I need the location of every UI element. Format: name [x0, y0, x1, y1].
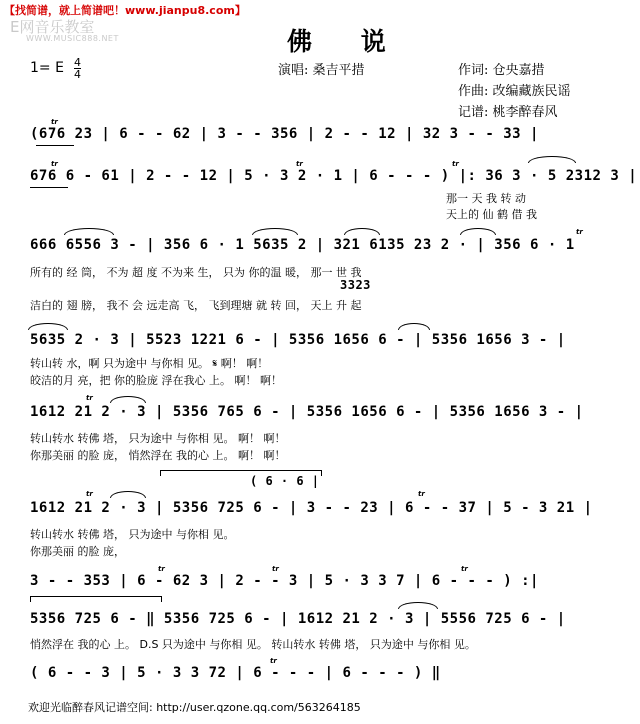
- time-signature-top: 4: [74, 56, 81, 69]
- notation-row: ( 6 - - 3 | 5 · 3 3 72 | 6 - - - | 6 - - - ) ‖: [30, 665, 441, 681]
- slur: [252, 228, 298, 235]
- trill-mark: tr: [272, 565, 279, 573]
- notation-row: 1612 21 2 · 3 | 5356 725 6 - | 3 - - 23 | 6 - - 37 | 5 - 3 21 |: [30, 500, 593, 516]
- key-signature: 1= E: [30, 60, 64, 76]
- beam: [30, 187, 68, 188]
- slur: [528, 156, 576, 163]
- footer-link[interactable]: 欢迎光临醉春风记谱空间: http://user.qzone.qq.com/563264185: [28, 701, 361, 714]
- lyric-line-verse-2: 你那美丽 的脸 庞， 悄然浮在 我的心 上。 啊！ 啊！: [30, 449, 286, 462]
- alternate-notes: 3323: [340, 278, 371, 292]
- trill-mark: tr: [86, 490, 93, 498]
- trill-mark: tr: [270, 657, 277, 665]
- slur: [110, 491, 146, 498]
- slur: [460, 228, 496, 235]
- volta-bracket: [30, 596, 162, 602]
- lyric-line-verse-2: 你那美丽 的脸 庞，: [30, 545, 125, 558]
- slur: [28, 323, 68, 330]
- singer-credit: 演唱: 桑吉平措: [278, 63, 365, 78]
- lyric-line-verse-1: 转山转 水，啊 只为途中 与你相 见。 𝄋 啊！ 啊！: [30, 357, 269, 370]
- trill-mark: tr: [452, 160, 459, 168]
- transcriber-credit: 记谱: 桃李醉春风: [458, 105, 558, 120]
- notation-row: 666 6556 3 - | 356 6 · 1 5635 2 | 321 6135 23 2 · | 356 6 · 1: [30, 237, 575, 253]
- lyric-line-verse-1: 所有的 经 筒， 不为 超 度 不为来 生， 只为 你的温 暖， 那一 世 我: [30, 266, 362, 279]
- lyric-line-verse-1: 悄然浮在 我的心 上。 D.S 只为途中 与你相 见。 转山转水 转佛 塔， 只为途中 与你相 见。: [30, 638, 476, 651]
- trill-mark: tr: [51, 118, 58, 126]
- trill-mark: tr: [158, 565, 165, 573]
- composer-credit: 作曲: 改编藏族民谣: [458, 84, 571, 99]
- slur: [398, 323, 430, 330]
- trill-mark: tr: [296, 160, 303, 168]
- intro-notes: ( 6 · 6 |: [250, 474, 320, 488]
- lyric-line-verse-2: 洁白的 翅 膀， 我不 会 远走高 飞， 飞到理塘 就 转 回， 天上 升 起: [30, 299, 362, 312]
- slur: [398, 602, 438, 609]
- slur: [64, 228, 114, 235]
- time-signature-bottom: 4: [74, 68, 81, 81]
- notation-row: 3 - - 353 | 6 - 62 3 | 2 - - 3 | 5 · 3 3 7 | 6 - - - ) :|: [30, 573, 539, 589]
- lyric-line-verse-1: 转山转水 转佛 塔， 只为途中 与你相 见。: [30, 528, 235, 541]
- lyric-line-verse-1: 那一 天 我 转 动: [446, 192, 526, 205]
- notation-row: 5356 725 6 - ‖ 5356 725 6 - | 1612 21 2 · 3 | 5556 725 6 - |: [30, 611, 566, 627]
- lyric-line-verse-2: 皎洁的月 亮，把 你的脸庞 浮在我心 上。 啊！ 啊！: [30, 374, 282, 387]
- lyric-line-verse-2: 天上的 仙 鹤 借 我: [446, 208, 537, 221]
- notation-row: 5635 2 · 3 | 5523 1221 6 - | 5356 1656 6 - | 5356 1656 3 - |: [30, 332, 566, 348]
- watermark-url: WWW.MUSIC888.NET: [26, 34, 119, 43]
- notation-row: 1612 21 2 · 3 | 5356 765 6 - | 5356 1656 6 - | 5356 1656 3 - |: [30, 404, 584, 420]
- slur: [110, 396, 146, 403]
- notation-row: (676 23 | 6 - - 62 | 3 - - 356 | 2 - - 12 | 32 3 - - 33 |: [30, 126, 539, 142]
- trill-mark: tr: [418, 490, 425, 498]
- trill-mark: tr: [576, 228, 583, 236]
- lyricist-credit: 作词: 仓央嘉措: [458, 63, 545, 78]
- time-signature: [74, 57, 81, 80]
- trill-mark: tr: [461, 565, 468, 573]
- trill-mark: tr: [86, 394, 93, 402]
- song-title: 佛 说: [287, 27, 406, 56]
- notation-row: 676 6 - 61 | 2 - - 12 | 5 · 3 2 · 1 | 6 - - - ) |: 36 3 · 5 2312 3 |: [30, 168, 638, 184]
- slur: [344, 228, 380, 235]
- site-banner[interactable]: 【找简谱，就上简谱吧！www.jianpu8.com】: [4, 4, 246, 17]
- watermark-logo: E网音乐教室: [10, 18, 95, 36]
- trill-mark: tr: [51, 160, 58, 168]
- beam: [36, 145, 74, 146]
- lyric-line-verse-1: 转山转水 转佛 塔， 只为途中 与你相 见。 啊！ 啊！: [30, 432, 286, 445]
